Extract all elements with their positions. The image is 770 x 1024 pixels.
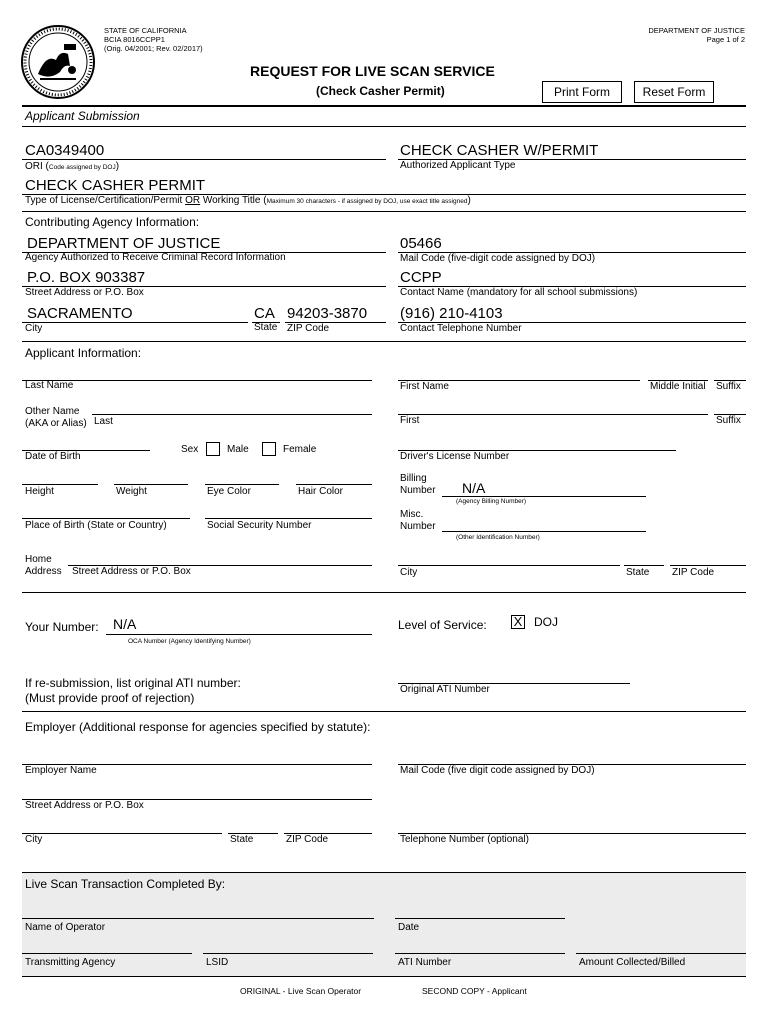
other-last-label: Last (94, 416, 113, 427)
employer-state-label: State (230, 834, 254, 845)
license-value[interactable]: CHECK CASHER PERMIT (25, 177, 206, 194)
ori-label: ORI (Code assigned by DOJ) (25, 161, 120, 172)
section-contributing-agency: Contributing Agency Information: (25, 215, 200, 229)
phone-label: Contact Telephone Number (400, 323, 522, 334)
billing-label: Billing Number (400, 473, 436, 496)
oca-number-label: OCA Number (Agency Identifying Number) (128, 638, 251, 645)
section-applicant-submission: Applicant Submission (25, 109, 140, 123)
billing-value[interactable]: N/A (462, 480, 486, 496)
doj-label: DOJ (534, 615, 558, 629)
city-label: City (25, 323, 43, 334)
employer-zip-label: ZIP Code (286, 834, 329, 845)
place-of-birth-label: Place of Birth (State or Country) (25, 520, 167, 531)
hair-color-label: Hair Color (298, 486, 344, 497)
home-street-label: Street Address or P.O. Box (72, 566, 191, 577)
other-suffix-label: Suffix (716, 415, 741, 426)
form-id: BCIA 8016CCPP1 (104, 35, 165, 44)
print-form-button[interactable]: Print Form (542, 81, 622, 103)
lsid-label: LSID (206, 957, 229, 968)
dob-label: Date of Birth (25, 451, 81, 462)
male-label: Male (227, 444, 249, 455)
misc-sub-label: (Other Identification Number) (456, 534, 540, 541)
original-ati-label: Original ATI Number (400, 684, 490, 695)
resubmission-label: If re-submission, list original ATI number: (Must provide proof of rejection) (25, 676, 241, 705)
doj-checkbox[interactable]: X (511, 615, 525, 629)
page-title: REQUEST FOR LIVE SCAN SERVICE (250, 63, 495, 79)
contact-value[interactable]: CCPP (400, 269, 442, 286)
billing-sub-label: (Agency Billing Number) (456, 498, 527, 505)
form-revision: (Orig. 04/2001; Rev. 02/2017) (104, 44, 203, 53)
date-label: Date (398, 922, 420, 933)
level-of-service-label: Level of Service: (398, 618, 487, 632)
weight-label: Weight (116, 486, 147, 497)
employer-mail-code-label: Mail Code (five digit code assigned by DOJ) (400, 765, 595, 776)
sex-label: Sex (181, 444, 199, 455)
license-label: Type of License/Certification/Permit OR Working Title (Maximum 30 characters - if assigned by DOJ, use exact title assigned) (25, 195, 471, 206)
applicant-type-label: Authorized Applicant Type (400, 160, 516, 171)
employer-name-label: Employer Name (25, 765, 97, 776)
eye-color-label: Eye Color (207, 486, 251, 497)
applicant-type-value[interactable]: CHECK CASHER W/PERMIT (400, 142, 599, 159)
height-label: Height (25, 486, 54, 497)
aka-label: (AKA or Alias) (25, 418, 87, 429)
page-number: Page 1 of 2 (706, 35, 745, 44)
page-subtitle: (Check Casher Permit) (316, 84, 445, 98)
ati-number-label: ATI Number (398, 957, 452, 968)
female-label: Female (283, 444, 317, 455)
state-name: STATE OF CALIFORNIA (104, 26, 187, 35)
your-number-value[interactable]: N/A (113, 616, 137, 632)
city-value[interactable]: SACRAMENTO (27, 305, 133, 322)
employer-city-label: City (25, 834, 43, 845)
home-state-label: State (626, 567, 650, 578)
section-employer: Employer (Additional response for agencies specified by statute): (25, 720, 371, 734)
ssn-label: Social Security Number (207, 520, 312, 531)
transmitting-agency-label: Transmitting Agency (25, 957, 116, 968)
home-address-label: Home Address (25, 554, 62, 577)
footer-second-copy: SECOND COPY - Applicant (422, 986, 527, 996)
street-label: Street Address or P.O. Box (25, 287, 144, 298)
home-city-label: City (400, 567, 418, 578)
operator-name-label: Name of Operator (25, 922, 106, 933)
zip-label: ZIP Code (287, 323, 330, 334)
misc-number-label: Misc. Number (400, 509, 436, 532)
reset-form-button[interactable]: Reset Form (634, 81, 714, 103)
middle-initial-label: Middle Initial (650, 381, 706, 392)
department-name: DEPARTMENT OF JUSTICE (648, 26, 745, 35)
mail-code-label: Mail Code (five-digit code assigned by DOJ) (400, 253, 596, 264)
state-label: State (254, 322, 278, 333)
section-applicant-info: Applicant Information: (25, 346, 142, 360)
state-value[interactable]: CA (254, 305, 275, 322)
agency-value[interactable]: DEPARTMENT OF JUSTICE (27, 235, 221, 252)
agency-label: Agency Authorized to Receive Criminal Record Information (25, 252, 286, 263)
footer-original: ORIGINAL - Live Scan Operator (240, 986, 362, 996)
first-name-label: First Name (400, 381, 449, 392)
last-name-label: Last Name (25, 380, 74, 391)
ori-value[interactable]: CA0349400 (25, 142, 105, 159)
phone-value[interactable]: (916) 210-4103 (400, 305, 503, 322)
other-first-label: First (400, 415, 420, 426)
employer-street-label: Street Address or P.O. Box (25, 800, 144, 811)
male-checkbox[interactable] (206, 442, 220, 456)
dl-label: Driver's License Number (400, 451, 510, 462)
street-value[interactable]: P.O. BOX 903387 (27, 269, 146, 286)
amount-label: Amount Collected/Billed (579, 957, 686, 968)
your-number-label: Your Number: (25, 620, 99, 634)
employer-phone-label: Telephone Number (optional) (400, 834, 529, 845)
contact-label: Contact Name (mandatory for all school submissions) (400, 287, 638, 298)
other-name-label: Other Name (25, 406, 80, 417)
mail-code-value[interactable]: 05466 (400, 235, 442, 252)
zip-value[interactable]: 94203-3870 (287, 305, 368, 322)
section-live-scan: Live Scan Transaction Completed By: (25, 877, 226, 891)
female-checkbox[interactable] (262, 442, 276, 456)
home-zip-label: ZIP Code (672, 567, 715, 578)
state-seal-icon (20, 24, 96, 100)
suffix-label: Suffix (716, 381, 741, 392)
